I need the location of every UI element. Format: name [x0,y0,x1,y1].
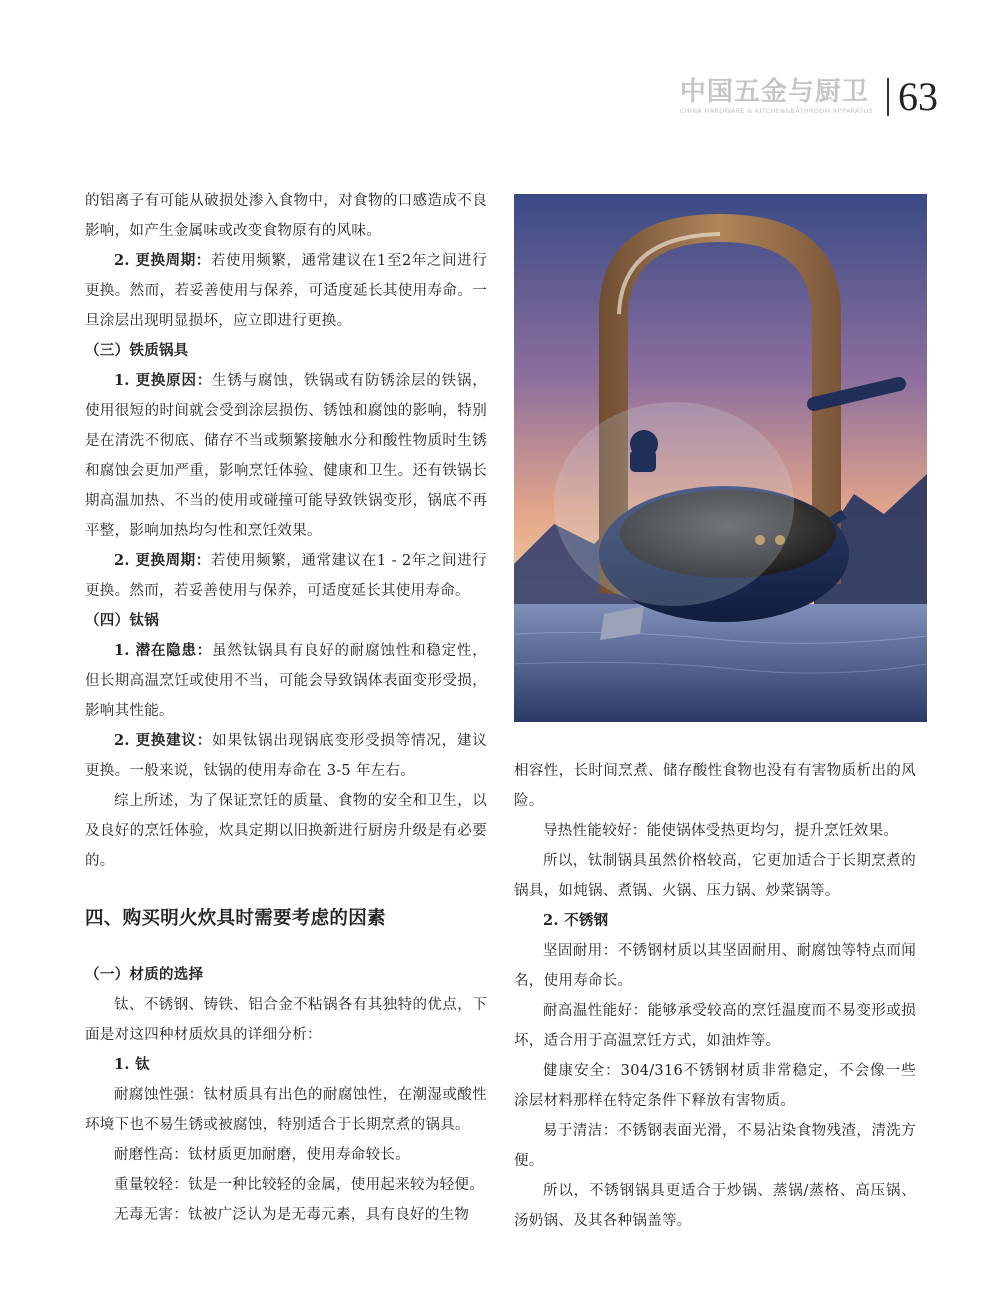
paragraph-text: 若使用频繁，通常建议在1至2年之间进行更换。然而，若妥善使用与保养，可适度延长其使用寿命。一旦涂层出现明显损坏，应立即进行更换。 [85,253,487,329]
paragraph: 耐高温性能好：能够承受较高的烹饪温度而不易变形或损坏，适合用于高温烹饪方式，如油炸等。 [514,1003,916,1049]
wok-illustration [514,194,927,722]
paragraph-label: 1. 更换原因： [114,372,213,389]
left-column [85,186,487,1230]
paragraph: 耐腐蚀性强：钛材质具有出色的耐腐蚀性，在潮湿或酸性环境下也不易生锈或被腐蚀，特别适合于长期烹煮的锅具。 [85,1087,487,1133]
paragraph-text: 若使用频繁，通常建议在1 - 2年之间进行更换。然而，若妥善使用与保养，可适度延长其使用寿命。 [85,553,487,599]
page-number: 63 [898,74,938,119]
paragraph-text: 如果钛锅出现锅底变形受损等情况，建议更换。一般来说，钛锅的使用寿命在 3-5 年左右。 [85,733,487,779]
paragraph: 坚固耐用：不锈钢材质以其坚固耐用、耐腐蚀等特点而闻名，使用寿命长。 [514,943,916,989]
paragraph: 所以，钛制锅具虽然价格较高，它更加适合于长期烹煮的锅具，如炖锅、煮锅、火锅、压力锅、炒菜锅等。 [514,853,916,899]
paragraph [85,366,487,546]
subheading-stainless: 2. 不锈钢 [543,912,609,929]
masthead-title: 中国五金与厨卫 [679,77,869,107]
paragraph: 健康安全：304/316不锈钢材质非常稳定，不会像一些涂层材料那样在特定条件下释放有害物质。 [514,1063,916,1109]
magazine-masthead [680,78,873,116]
paragraph: 重量较轻：钛是一种比较轻的金属，使用起来较为轻便。 [114,1177,484,1193]
paragraph: 钛、不锈钢、铸铁、铝合金不粘锅各有其独特的优点，下面是对这四种材质炊具的详细分析： [85,997,487,1043]
paragraph: 无毒无害：钛被广泛认为是无毒元素，具有良好的生物 [114,1207,470,1223]
header-divider [887,78,889,116]
paragraph: 的铝离子有可能从破损处渗入食物中，对食物的口感造成不良影响，如产生金属味或改变食物原有的风味。 [85,193,487,239]
paragraph [85,726,487,786]
right-column [514,756,916,1236]
paragraph-text: 生锈与腐蚀，铁锅或有防锈涂层的铁锅，使用很短的时间就会受到涂层损伤、锈蚀和腐蚀的影响，特别是在清洗不彻底、储存不当或频繁接触水分和酸性物质时生锈和腐蚀会更加严重，影响烹饪体验、健康和卫生。还有铁锅长期高温加热、不当的使用或碰撞可能导致铁锅变形，锅底不再平整，影响加热均匀性和烹饪效果。 [85,373,487,539]
wok-product-photo [514,194,927,722]
paragraph: 综上所述，为了保证烹饪的质量、食物的安全和卫生，以及良好的烹饪体验，炊具定期以旧换新进行厨房升级是有必要的。 [85,793,487,869]
paragraph [85,246,487,336]
paragraph-label: 2. 更换周期： [114,252,211,269]
paragraph [85,636,487,726]
paragraph: 易于清洁：不锈钢表面光滑，不易沾染食物残渣，清洗方便。 [514,1123,916,1169]
section-title: 四、购买明火炊具时需要考虑的因素 [85,908,386,929]
subheading-iron: （三）铁质锅具 [85,342,189,359]
paragraph-label: 2. 更换建议： [114,732,213,749]
paragraph-label: 2. 更换周期： [114,552,211,569]
subheading-titanium: （四）钛锅 [85,612,159,629]
paragraph [85,546,487,606]
subheading-material: （一）材质的选择 [85,966,204,983]
paragraph: 所以，不锈钢锅具更适合于炒锅、蒸锅/蒸格、高压锅、汤奶锅、及其各种锅盖等。 [514,1183,916,1229]
paragraph-text: 虽然钛锅具有良好的耐腐蚀性和稳定性，但长期高温烹饪或使用不当，可能会导致锅体表面变形受损，影响其性能。 [85,643,487,719]
paragraph: 相容性，长时间烹煮、储存酸性食物也没有有害物质析出的风险。 [514,763,916,809]
paragraph: 耐磨性高：钛材质更加耐磨，使用寿命较长。 [114,1147,410,1163]
paragraph-label: 1. 潜在隐患： [114,642,213,659]
paragraph: 导热性能较好：能使锅体受热更均匀，提升烹饪效果。 [543,823,899,839]
subheading-titanium-material: 1. 钛 [114,1056,150,1073]
page-header [680,74,938,120]
masthead-subtitle: CHINA HARDWARE & KITCHEN&BATHROOM APPARATUS [679,107,873,115]
